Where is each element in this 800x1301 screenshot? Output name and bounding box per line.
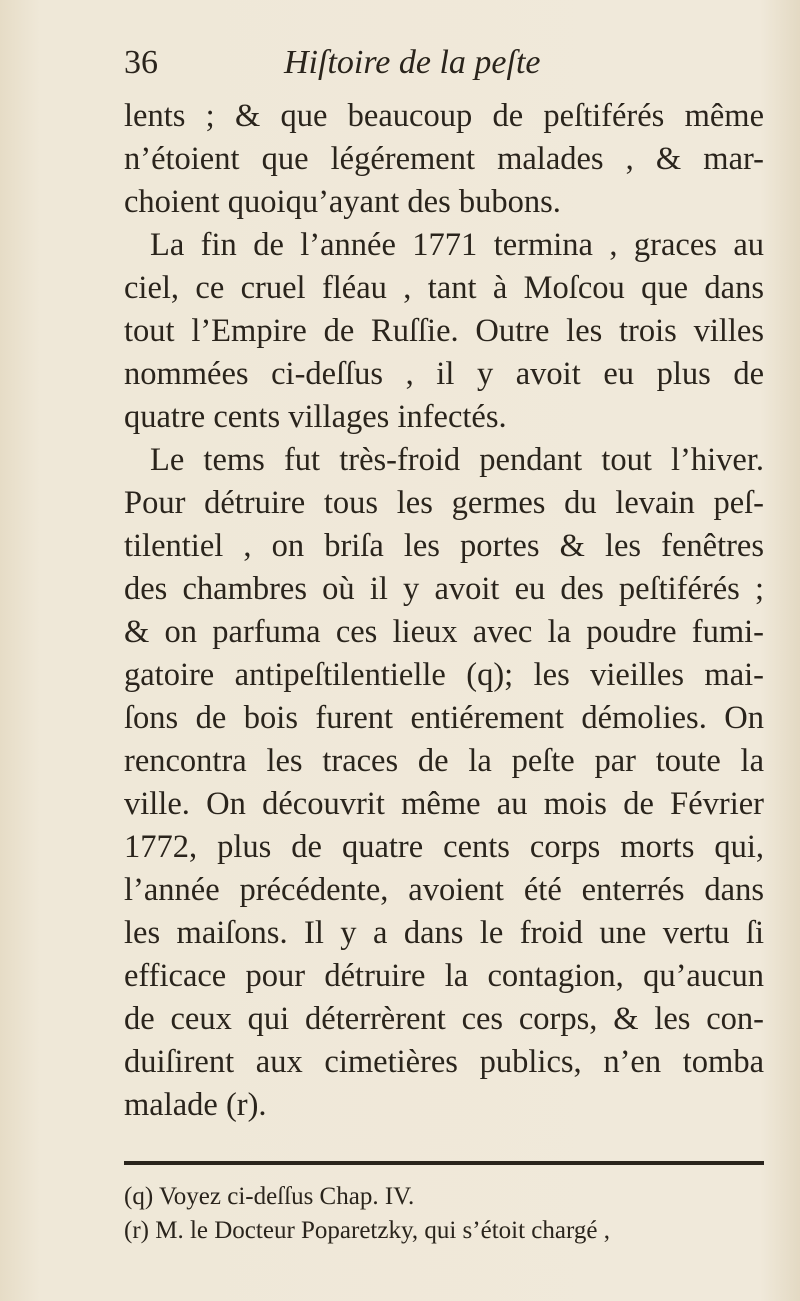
text-line: de ceux qui déterrèrent ces corps, & les con- [124, 1001, 764, 1037]
text-line: 1772, plus de quatre cents corps morts qui, [124, 829, 764, 865]
page-number: 36 [124, 44, 158, 81]
text-line: La fin de l’année 1771 termina , graces au [150, 227, 764, 263]
text-line: nommées ci-deſſus , il y avoit eu plus de [124, 356, 764, 392]
text-line: & on parfuma ces lieux avec la poudre fumi- [124, 614, 764, 650]
text-line: ciel, ce cruel fléau , tant à Moſcou que dans [124, 270, 764, 306]
text-line: des chambres où il y avoit eu des peſtiférés ; [124, 571, 764, 607]
text-line: quatre cents villages infectés. [124, 399, 507, 435]
text-line: Le tems fut très-froid pendant tout l’hiver. [150, 442, 764, 478]
text-line: les maiſons. Il y a dans le froid une vertu ſi [124, 915, 764, 951]
running-title: Hiſtoire de la peſte [284, 44, 541, 81]
text-line: tout l’Empire de Ruſſie. Outre les trois villes [124, 313, 764, 349]
text-line: choient quoiqu’ayant des bubons. [124, 184, 561, 220]
text-line: n’étoient que légérement malades , & mar- [124, 141, 764, 177]
text-line: ſons de bois furent entiérement démolies. On [124, 700, 764, 736]
text-line: l’année précédente, avoient été enterrés dans [124, 872, 764, 908]
text-line: efficace pour détruire la contagion, qu’aucun [124, 958, 764, 994]
text-line: duiſirent aux cimetières publics, n’en tomba [124, 1044, 764, 1080]
text-line: ville. On découvrit même au mois de Février [124, 786, 764, 822]
text-line: malade (r). [124, 1087, 267, 1123]
footnote: (r) M. le Docteur Poparetzky, qui s’étoit chargé , [124, 1217, 610, 1244]
text-line: rencontra les traces de la peſte par toute la [124, 743, 764, 779]
text-line: gatoire antipeſtilentielle (q); les vieilles mai- [124, 657, 764, 693]
body-text [124, 95, 764, 1127]
footnote-divider [124, 1161, 764, 1165]
text-line: lents ; & que beaucoup de peſtiférés même [124, 98, 764, 134]
text-line: Pour détruire tous les germes du levain peſ- [124, 485, 764, 521]
footnote: (q) Voyez ci-deſſus Chap. IV. [124, 1183, 415, 1210]
text-line: tilentiel , on briſa les portes & les fenêtres [124, 528, 764, 564]
page-header [124, 44, 764, 90]
footnotes [124, 1180, 764, 1248]
